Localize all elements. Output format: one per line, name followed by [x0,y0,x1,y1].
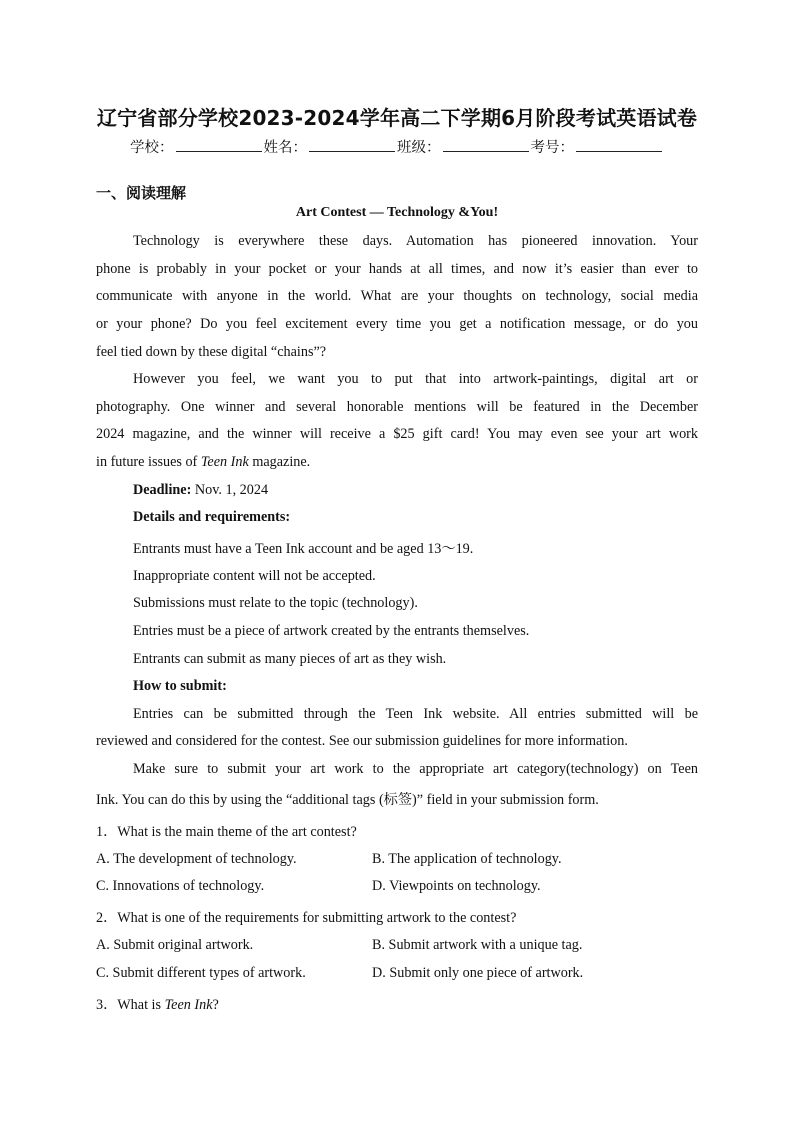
p2-line: 2024 magazine, and the winner will receive a $25 gift card! You may even see your art work [96,426,698,442]
option-b[interactable]: B. The application of technology. [372,851,562,867]
requirement-item: Inappropriate content will not be accepted. [133,568,376,584]
option-c[interactable]: C. Submit different types of artwork. [96,965,306,981]
details-heading: Details and requirements: [133,509,291,525]
number-blank [576,139,662,152]
requirement-item: Entrants can submit as many pieces of art as they wish. [133,651,447,667]
option-a[interactable]: A. The development of technology. [96,851,297,867]
deadline-line [133,482,268,499]
section-title: 一、阅读理解 [96,184,187,202]
requirement-item: Entrants must have a Teen Ink account and be aged 13～19. [133,541,474,557]
requirement-item: Submissions must relate to the topic (technology). [133,595,418,611]
p4-line: Ink. You can do this by using the “additional tags (标签)” field in your submission form. [96,792,599,808]
option-b[interactable]: B. Submit artwork with a unique tag. [372,937,583,953]
option-c[interactable]: C. Innovations of technology. [96,878,265,894]
magazine-name: Teen Ink [200,454,249,470]
magazine-name: Teen Ink [164,997,213,1013]
p2-line [96,454,310,471]
p2-text: magazine. [248,454,311,470]
p1-line: Technology is everywhere these days. Automation has pioneered innovation. Your [133,233,698,249]
p4-line: Make sure to submit your art work to the appropriate art category(technology) on Teen [133,761,698,777]
name-label: 姓名： [263,140,307,156]
p2-line: However you feel, we want you to put that into artwork-paintings, digital art or [133,371,698,387]
requirement-item: Entries must be a piece of artwork created by the entrants themselves. [133,623,530,639]
p1-line: feel tied down by these digital “chains”? [96,344,327,360]
deadline-label: Deadline: [133,482,192,498]
student-info-line [0,136,794,157]
q3-text: ? [212,997,219,1013]
p1-line: communicate with anyone in the world. What are your thoughts on technology, social media [96,288,698,304]
p1-line: phone is probably in your pocket or your hands at all times, and now it’s easier than ever to [96,261,698,277]
p2-line: photography. One winner and several honorable mentions will be featured in the December [96,399,698,415]
school-blank [176,139,262,152]
submit-heading: How to submit: [133,678,227,694]
school-label: 学校： [130,140,174,156]
exam-title: 辽宁省部分学校2023-2024学年高二下学期6月阶段考试英语试卷 [96,106,698,130]
q3-text: 3．What is [96,997,165,1013]
deadline-value: Nov. 1, 2024 [191,482,269,498]
class-blank [443,139,529,152]
option-d[interactable]: D. Viewpoints on technology. [372,878,541,894]
class-label: 班级： [397,140,441,156]
question-stem: 1．What is the main theme of the art contest? [96,824,357,840]
name-blank [309,139,395,152]
passage-title: Art Contest — Technology &You! [295,205,499,220]
question-stem: 2．What is one of the requirements for submitting artwork to the contest? [96,910,517,926]
p2-text: in future issues of [96,454,201,470]
p1-line: or your phone? Do you feel excitement every time you get a notification message, or do you [96,316,698,332]
question-stem [96,994,219,1014]
number-label: 考号： [530,140,574,156]
p3-line: reviewed and considered for the contest. See our submission guidelines for more information. [96,733,628,749]
option-a[interactable]: A. Submit original artwork. [96,937,254,953]
p3-line: Entries can be submitted through the Teen Ink website. All entries submitted will be [133,706,698,722]
option-d[interactable]: D. Submit only one piece of artwork. [372,965,584,981]
